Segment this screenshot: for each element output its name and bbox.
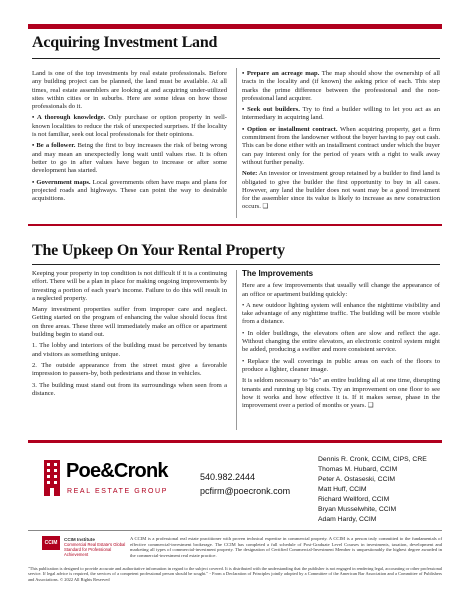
agent-name: Richard Wellford, CCIM [318,496,390,503]
top-red-bar [28,24,442,29]
section2-item-2: 2. The outside appearance from the street must give a favorable impression to passers-by, both pedestrians and those in vehicles. [32,361,227,378]
poe-cronk-logo [40,450,190,516]
agent-name: Dennis R. Cronk, CCIM, CIPS, CRE [318,456,427,463]
section2-item-3: 3. The building must stand out from its surroundings when seen from a distance. [32,381,227,397]
building-icon [40,458,64,498]
agent-name: Peter A. Ostaseski, CCIM [318,476,396,483]
section1-bullet-knowledge: • A thorough knowledge. Only purchase or option property in well-known localities to reduce the risk of unexpected surprises. If the locality is not familiar, seek out local professionals for their opinions. [32,114,227,139]
ccim-institute-label: CCIM Institute Commercial Real Estate's Global Standard for Professional Achievement [64,537,126,557]
middle-red-bar [28,224,442,226]
section1-rule [32,58,440,59]
section2-para-1: Keeping your property in top condition is not difficult if it is a continuing effort. There will be a plan in place for making ongoing improvements by investing a portion of each year's income. Failure to do this will result in a neglected property. [32,270,227,302]
contact-block [200,470,290,498]
bottom-red-bar [28,440,442,443]
section2-para-2: Many investment properties suffer from improper care and neglect. Getting started on the program of enhancing the value should focus first on three areas. These three will immediately make an office or apartment building begin to stand out. [32,306,227,339]
section2-column-left [32,270,227,401]
column-divider [236,270,237,430]
section1-column-right [242,70,440,215]
section1-bullet-follower: • Be a follower. Being the first to buy increases the risk of being wrong and may mean an unexpectedly long wait until values rise. It is often better to go in after values have begun to increase or after some development has started. [32,142,227,175]
section1-bullet-maps: • Government maps. Local governments often have maps and plans for projected roads and highways. These can point the way to desirable acquisitions. [32,178,227,203]
agent-name: Bryan Musselwhite, CCIM [318,506,397,513]
ccim-logo [42,536,126,558]
footer-rule [28,530,442,531]
section1-bullet-option: • Option or installment contract. When acquiring property, get a firm commitment from the landowner without the buyer having to pay out cash. This can be done either with an installment contract under which the buyer can pay interest only for the period of years with a right to walk away without further penalty. [242,125,440,166]
improvement-elevators: • In older buildings, the elevators often are slow and reflect the age. Without changing the entire elevators, an electronic control system might be added, producing a swifter and more consistent service. [242,329,440,354]
section1-intro: Land is one of the top investments by real estate professionals. Before any building project can be planned, the land must be available. At all times, real estate assemblers are looking at and acquiring under-utilized sites within cities or in suburbs. Here are some ideas on how those professionals do it. [32,70,227,111]
phone-number: 540.982.2444 [200,472,256,482]
agent-name: Adam Hardy, CCIM [318,516,377,523]
improvements-closing: It is seldom necessary to "do" an entire building all at one time, disrupting tenants and running up big costs. Try an improvement on one floor to see how it works and how effective it is. If it makes sense, phase in the improvement over a period of months or years. ❑ [242,377,440,410]
column-divider [236,68,237,218]
brand-tagline: REAL ESTATE GROUP [67,488,168,495]
agent-list [318,455,427,525]
improvement-lighting: • A new outdoor lighting system will enhance the nighttime visibility and take advantage of any nighttime traffic. The building will be more visible from a distance. [242,301,440,326]
improvement-wallcoverings: • Replace the wall coverings in public areas on each of the floors to produce a lighter, cleaner image. [242,357,440,373]
legal-disclaimer: "This publication is designed to provide accurate and authoritative information in regard to the subject covered. It is distributed with the understanding that the publisher is not engaged in rendering legal, accounting or other professional service. If legal advice is required, the services of a competent professional person should be sought." - From a Declaration of Principles jointly adopted by a Committee of the American Bar Association and a Committee of Publishers and Associations. © 2022 All Rights Reserved [28,566,442,582]
email-address: pcfirm@poecronk.com [200,486,291,496]
improvements-subheading: The Improvements [242,269,314,278]
agent-name: Matt Huff, CCIM [318,486,367,493]
section2-rule [32,264,440,265]
section1-column-left [32,70,227,206]
brand-name: Poe&Cronk [66,460,168,482]
section1-title: Acquiring Investment Land [32,34,218,51]
section2-item-1: 1. The lobby and interiors of the building must be perceived by tenants and visitors as something unique. [32,342,227,358]
section2-column-right [242,270,440,413]
section2-title: The Upkeep On Your Rental Property [32,242,285,259]
section1-bullet-acreage: • Prepare an acreage map. The map should show the ownership of all tracts in the locality and (if known) the asking price of each. This step marks the prime difference between the professional and the non-professional land acquirer. [242,70,440,102]
section1-note: Note: An investor or investment group retained by a builder to find land is obligated to give the builder the first opportunity to buy in all cases. However, any land the builder does not want may be a good investment for the assembler since its value is likely to increase as new construction occurs. ❑ [242,170,440,211]
section1-bullet-builders: • Seek out builders. Try to find a builder willing to let you act as an intermediary in acquiring land. [242,106,440,122]
improvements-intro: Here are a few improvements that usually will change the appearance of an office or apartment building quickly: [242,282,440,298]
ccim-badge: CCIM [42,536,60,550]
agent-name: Thomas M. Hubard, CCIM [318,466,398,473]
ccim-description: A CCIM is a professional real estate practitioner with proven technical expertise in commercial property. A CCIM is a person truly committed to the fundamentals of effective commercial-investment brokerage. The CCIM has completed a full schedule of Post-Graduate Level Courses in investments, taxation, development and marketing all types of commercial-investment property. The designation of Certified Commercial-Investment Member is unquestionably the highest degree awarded in the commercial-investment real estate practice. [130,536,442,558]
